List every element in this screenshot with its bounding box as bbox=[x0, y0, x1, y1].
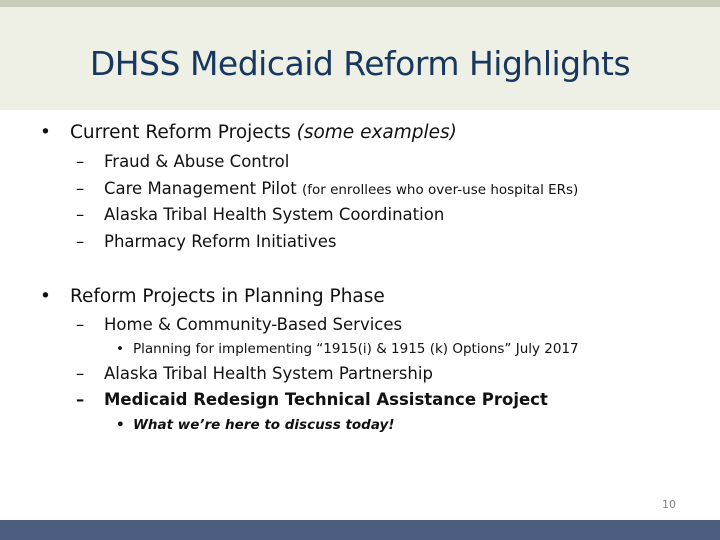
bullet-marker: • bbox=[116, 341, 124, 357]
dash-marker: – bbox=[76, 232, 85, 251]
dash-marker: – bbox=[76, 364, 85, 383]
item-text: Pharmacy Reform Initiatives bbox=[104, 232, 337, 251]
sub-item-pharmacy-reform bbox=[76, 232, 337, 251]
sub-sub-item-1915-options bbox=[116, 341, 579, 357]
section-label-italic: (some examples) bbox=[296, 122, 457, 143]
dash-marker: – bbox=[76, 390, 85, 409]
item-text: Care Management Pilot bbox=[104, 179, 302, 198]
item-text: What we’re here to discuss today! bbox=[133, 417, 395, 433]
section-label: Current Reform Projects bbox=[70, 122, 297, 143]
item-text: Alaska Tribal Health System Coordination bbox=[104, 205, 445, 224]
dash-marker: – bbox=[76, 179, 85, 198]
dash-marker: – bbox=[76, 205, 85, 224]
dash-marker: – bbox=[76, 315, 85, 334]
item-text: Home & Community-Based Services bbox=[104, 315, 403, 334]
sub-item-care-management-pilot bbox=[76, 179, 578, 198]
item-text: Fraud & Abuse Control bbox=[104, 152, 290, 171]
item-note: (for enrollees who over-use hospital ERs) bbox=[301, 182, 579, 198]
sub-item-tribal-coordination bbox=[76, 205, 444, 224]
sub-item-redesign-ta-project bbox=[76, 390, 548, 409]
slide-title: DHSS Medicaid Reform Highlights bbox=[89, 44, 631, 83]
bullet-planning-phase bbox=[40, 286, 385, 307]
section-label: Reform Projects in Planning Phase bbox=[70, 286, 385, 307]
bottom-accent-bar bbox=[0, 520, 720, 540]
bullet-marker: • bbox=[40, 122, 51, 143]
sub-item-tribal-partnership bbox=[76, 364, 433, 383]
sub-item-fraud-abuse-control bbox=[76, 152, 289, 171]
item-text: Planning for implementing “1915(i) & 1915 (k) Options” July 2017 bbox=[133, 341, 579, 357]
page-number: 10 bbox=[662, 498, 676, 511]
sub-item-hcbs bbox=[76, 315, 402, 334]
item-text: Alaska Tribal Health System Partnership bbox=[104, 364, 433, 383]
bullet-marker: • bbox=[116, 417, 125, 433]
bullet-current-reform-projects bbox=[40, 122, 457, 143]
sub-sub-item-discuss-today bbox=[116, 417, 395, 433]
dash-marker: – bbox=[76, 152, 85, 171]
item-text: Medicaid Redesign Technical Assistance Project bbox=[104, 390, 548, 409]
bullet-marker: • bbox=[40, 286, 51, 307]
